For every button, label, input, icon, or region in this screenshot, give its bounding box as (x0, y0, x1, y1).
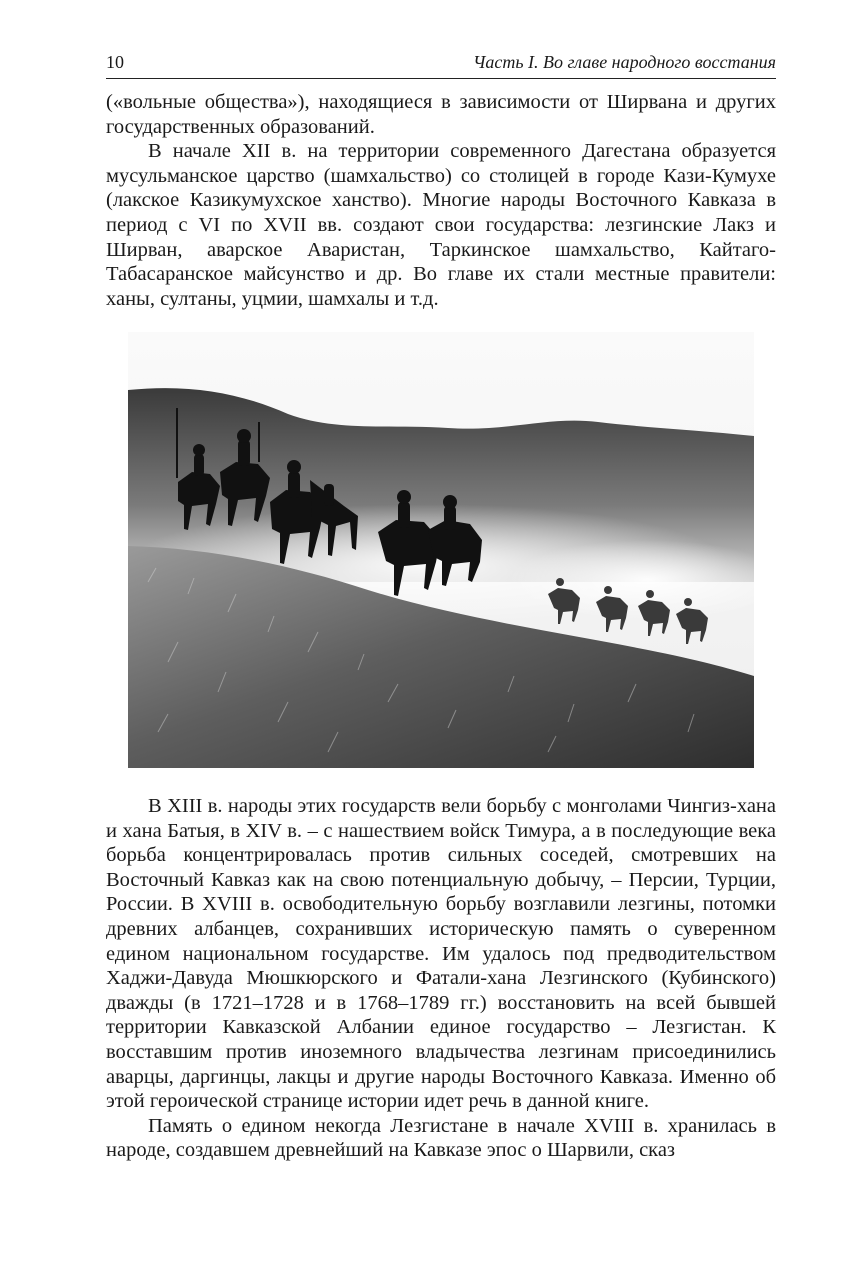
paragraph: В XIII в. народы этих государств вели борьбу с монголами Чингиз-хана и хана Батыя, в XIV в. – с нашествием войск Тимура, а в последующие века борьба концентрировалась против сильных соседей, смотревших на Восточный Кавказ как на свою потенциальную добычу, – Персии, Турции, России. В XVIII в. освободительную борьбу возглавили лезгины, потомки древних албанцев, сохранивших историческую память о суверенном едином национальном государстве. Им удалось под предводительством Хаджи-Давуда Мюшкюрского и Фатали-хана Лезгинского (Кубинского) дважды (в 1721–1728 и в 1768–1789 гг.) восстановить на всей бывшей территории Кавказской Албании единое государство – Лезгистан. К восставшим против иноземного владычества лезгинам присоединились аварцы, даргинцы, лакцы и другие народы Восточного Кавказа. Именно об этой героической странице истории идет речь в данной книге. (106, 795, 776, 1113)
running-title: Часть I. Во главе народного восстания (472, 52, 776, 72)
text-block-bottom (106, 794, 776, 1163)
text-block-top (106, 90, 776, 311)
paragraph: Память о едином некогда Лезгистане в начале XVIII в. хранилась в народе, создавшем древнейший на Кавказе эпос о Шарвили, сказ (106, 1114, 776, 1162)
paragraph: В начале XII в. на территории современного Дагестана образуется мусульманское царство (шамхальство) со столицей в городе Кази-Кумухе (лакское Казикумухское ханство). Многие народы Восточного Кавказа в период с VI по XVII вв. создают свои государства: лезгинские Лакз и Ширван, аварское Аваристан, Таркинское шамхальство, Кайтаго-Табасаранское майсунство и др. Во главе их стали местные правители: ханы, султаны, уцмии, шамхалы и т.д. (106, 140, 776, 310)
horsemen-on-hillside-image (128, 332, 754, 768)
running-header (106, 52, 776, 79)
paragraph: («вольные общества»), находящиеся в зависимости от Ширвана и других государственных образований. (106, 91, 776, 138)
page-number: 10 (106, 52, 124, 72)
illustration-horsemen (128, 332, 754, 768)
